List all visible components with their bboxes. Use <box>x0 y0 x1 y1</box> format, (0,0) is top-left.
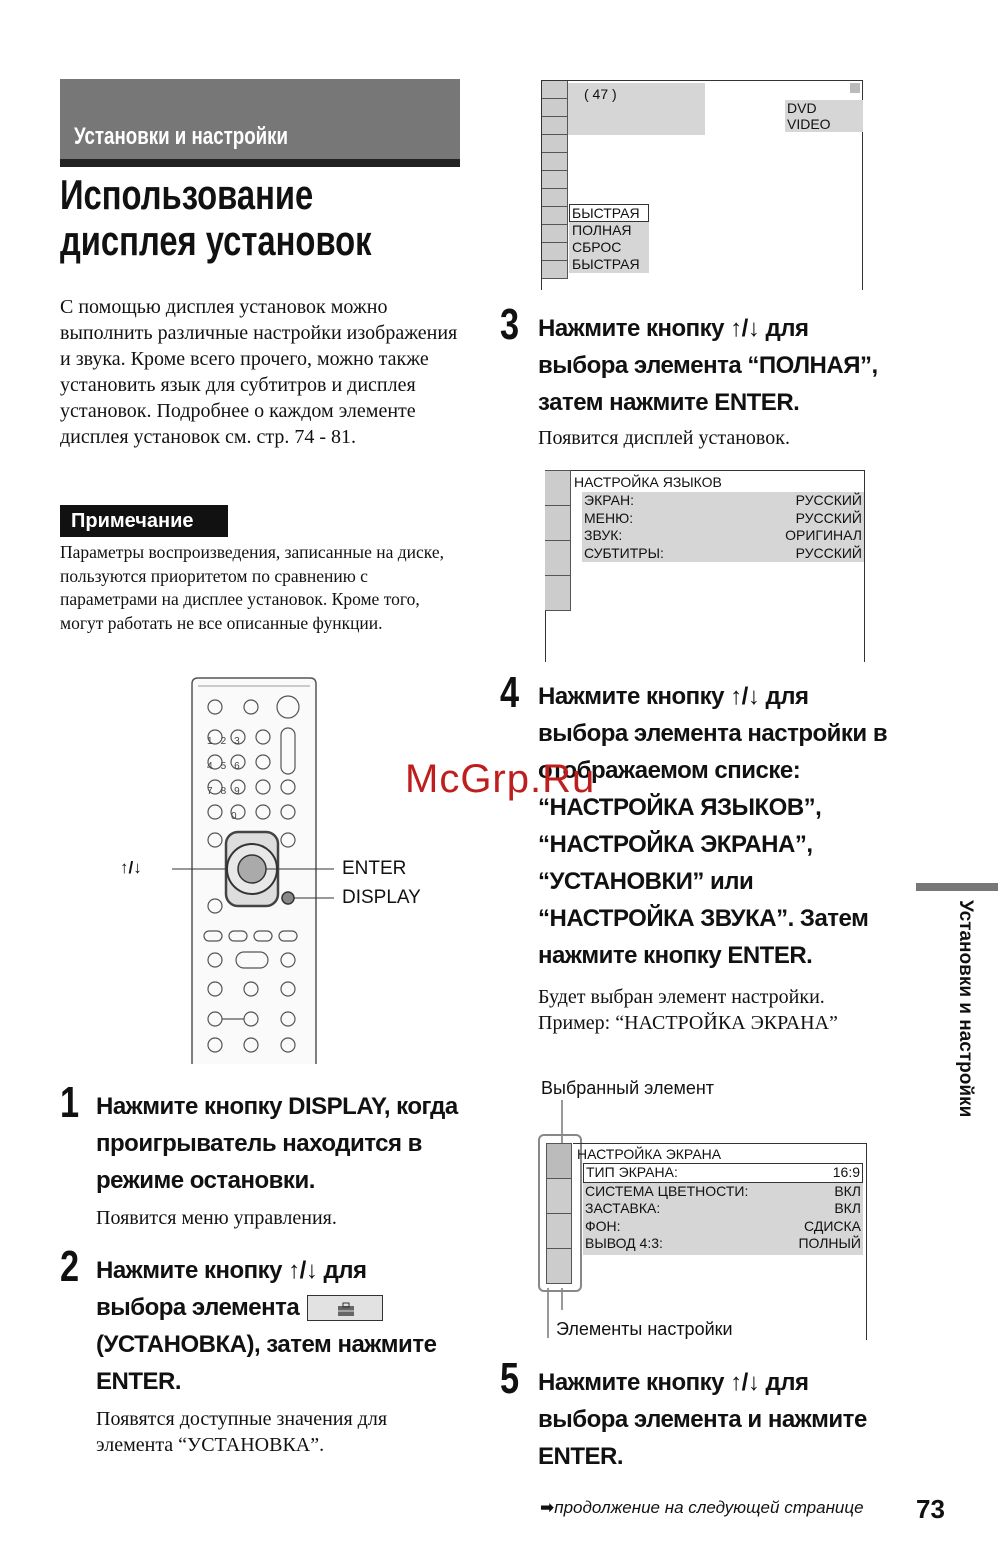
osd-display-header: НАСТРОЙКА ЭКРАНА <box>577 1146 722 1162</box>
osd-row-label: ТИП ЭКРАНА: <box>586 1164 678 1180</box>
side-tab-label: Установки и настройки <box>955 900 976 1118</box>
osd-row <box>585 1218 861 1236</box>
osd-disc-type: DVD VIDEO <box>785 100 863 132</box>
osd-row-label: ЭКРАН: <box>584 492 634 508</box>
key-5: 5 <box>220 761 235 772</box>
osd-row <box>585 1183 861 1201</box>
osd-row-value: ВКЛ <box>834 1182 861 1199</box>
step-3-title: Нажмите кнопку ↑/↓ для выбора элемента “ПОЛНАЯ”, затем нажмите ENTER. <box>538 315 878 416</box>
step-2-body: Появятся доступные значения для элемента “УСТАНОВКА”. <box>96 1408 388 1456</box>
step-4-body: Будет выбран элемент настройки. Пример: “НАСТРОЙКА ЭКРАНА” <box>538 986 838 1034</box>
step-5-title: Нажмите кнопку ↑/↓ для выбора элемента и нажмите ENTER. <box>538 1369 867 1470</box>
key-2: 2 <box>220 736 235 747</box>
step-2-title-b-row <box>96 1289 462 1326</box>
osd-option-quick: БЫСТРАЯ <box>569 204 649 222</box>
osd-row-selected <box>583 1163 863 1183</box>
osd-row <box>584 545 862 563</box>
osd-screen-display-setup <box>538 1100 868 1340</box>
osd-row-label: ВЫВОД 4:3: <box>585 1235 663 1251</box>
osd-language-header: НАСТРОЙКА ЯЗЫКОВ <box>574 474 722 490</box>
osd-icon-column <box>545 470 571 611</box>
key-3: 3 <box>234 736 248 747</box>
key-0: 0 <box>231 811 245 822</box>
step-5 <box>538 1364 900 1475</box>
osd-language-rows <box>582 492 864 562</box>
osd-row-value: ВКЛ <box>834 1200 861 1216</box>
watermark: McGrp.Ru <box>405 757 596 801</box>
remote-illustration <box>120 676 440 1064</box>
step-1 <box>96 1088 462 1231</box>
step-4 <box>538 678 900 1036</box>
remote-display-label: DISPLAY <box>342 887 421 908</box>
osd-counter-box <box>568 83 705 135</box>
step-2 <box>96 1252 462 1458</box>
step-4-number: 4 <box>500 668 520 717</box>
callout-settings-items: Элементы настройки <box>556 1319 737 1340</box>
step-2-title-c: (УСТАНОВКА), затем нажмите ENTER. <box>96 1331 437 1395</box>
osd-row <box>584 492 862 510</box>
osd-row-value: РУССКИЙ <box>795 544 862 561</box>
osd-row-label: СУБТИТРЫ: <box>584 544 664 561</box>
osd-row <box>585 1200 861 1218</box>
arrow-right-icon: ➡ <box>540 1498 555 1517</box>
key-8: 8 <box>220 786 235 797</box>
osd-row-value: ПОЛНЫЙ <box>798 1235 861 1251</box>
title-line-2: дисплея установок <box>60 217 372 264</box>
osd-row-label: ЗАСТАВКА: <box>585 1200 661 1216</box>
osd-row <box>584 527 862 545</box>
step-4-title: Нажмите кнопку ↑/↓ для выбора элемента настройки в отображаемом списке: “НАСТРОЙКА ЯЗЫКОВ”, “НАСТРОЙКА ЭКРАНА”, “УСТАНОВКИ” или “НАСТРОЙКА ЗВУКА”. Затем нажмите кнопку ENTER. <box>538 683 888 969</box>
osd-row-label: ФОН: <box>585 1217 621 1234</box>
callout-selected-item: Выбранный элемент <box>541 1078 715 1098</box>
key-4: 4 <box>207 761 221 772</box>
osd-counter: ( 47 ) <box>584 86 617 102</box>
osd-screen-language-setup <box>545 470 865 662</box>
osd-row-label: ЗВУК: <box>584 527 623 543</box>
intro-paragraph: С помощью дисплея установок можно выполнить различные настройки изображения и звука. Кроме всего прочего, можно также установить язык для субтитров и дисплея установок. Подробнее о каждом элементе дисплея установок см. стр. 74 - 81. <box>60 296 458 448</box>
section-title: Установки и настройки <box>74 123 289 150</box>
step-2-title-a: Нажмите кнопку ↑/↓ для <box>96 1257 367 1284</box>
note-label: Примечание <box>60 505 228 537</box>
osd-row-label: МЕНЮ: <box>584 509 634 526</box>
step-5-number: 5 <box>500 1354 520 1403</box>
osd-option-reset: СБРОС <box>569 239 649 256</box>
osd-icon-column <box>546 1143 572 1284</box>
remote-enter-label: ENTER <box>342 858 407 879</box>
step-3 <box>538 310 898 451</box>
key-6: 6 <box>234 761 248 772</box>
osd-option-full: ПОЛНАЯ <box>569 222 649 239</box>
step-2-number: 2 <box>60 1242 80 1291</box>
osd-icon-column <box>541 80 568 290</box>
step-1-body: Появится меню управления. <box>96 1207 337 1229</box>
setup-toolbox-icon <box>307 1295 383 1321</box>
step-1-title: Нажмите кнопку DISPLAY, когда проигрыватель находится в режиме остановки. <box>96 1093 458 1194</box>
osd-row-value: РУССКИЙ <box>795 492 862 508</box>
step-1-number: 1 <box>60 1078 80 1127</box>
remote-arrows-label: ↑/↓ <box>120 858 142 877</box>
osd-option-quick-current: БЫСТРАЯ <box>569 256 649 273</box>
key-7: 7 <box>207 786 221 797</box>
osd-row <box>584 510 862 528</box>
osd-row-value: СДИСКА <box>804 1217 861 1234</box>
page-number: 73 <box>916 1494 945 1524</box>
step-3-number: 3 <box>500 300 520 349</box>
osd-display-rows <box>583 1163 863 1255</box>
osd-options-list <box>569 204 649 273</box>
key-1: 1 <box>207 736 221 747</box>
remote-number-keys <box>207 729 277 829</box>
key-9: 9 <box>234 786 248 797</box>
osd-row-label: СИСТЕМА ЦВЕТНОСТИ: <box>585 1182 749 1199</box>
osd-row-value: РУССКИЙ <box>795 509 862 526</box>
side-tab-bar <box>916 883 998 891</box>
osd-row-value: ОРИГИНАЛ <box>785 527 862 543</box>
title-line-1: Использование <box>60 171 314 218</box>
step-3-body: Появится дисплей установок. <box>538 427 790 449</box>
page-title <box>60 172 372 264</box>
osd-row <box>585 1235 861 1253</box>
osd-screen-setup-options <box>541 80 863 290</box>
section-header <box>60 79 460 167</box>
footer-text: продолжение на следующей странице <box>554 1498 864 1517</box>
footer-continued <box>540 1498 864 1518</box>
step-2-title <box>96 1252 462 1400</box>
osd-row-value: 16:9 <box>832 1164 860 1180</box>
note-text: Параметры воспроизведения, записанные на диске, пользуются приоритетом по сравнению с параметрами на дисплее установок. Кроме того, могут работать не все описанные функции. <box>60 542 444 633</box>
step-2-title-b: выбора элемента <box>96 1294 300 1321</box>
